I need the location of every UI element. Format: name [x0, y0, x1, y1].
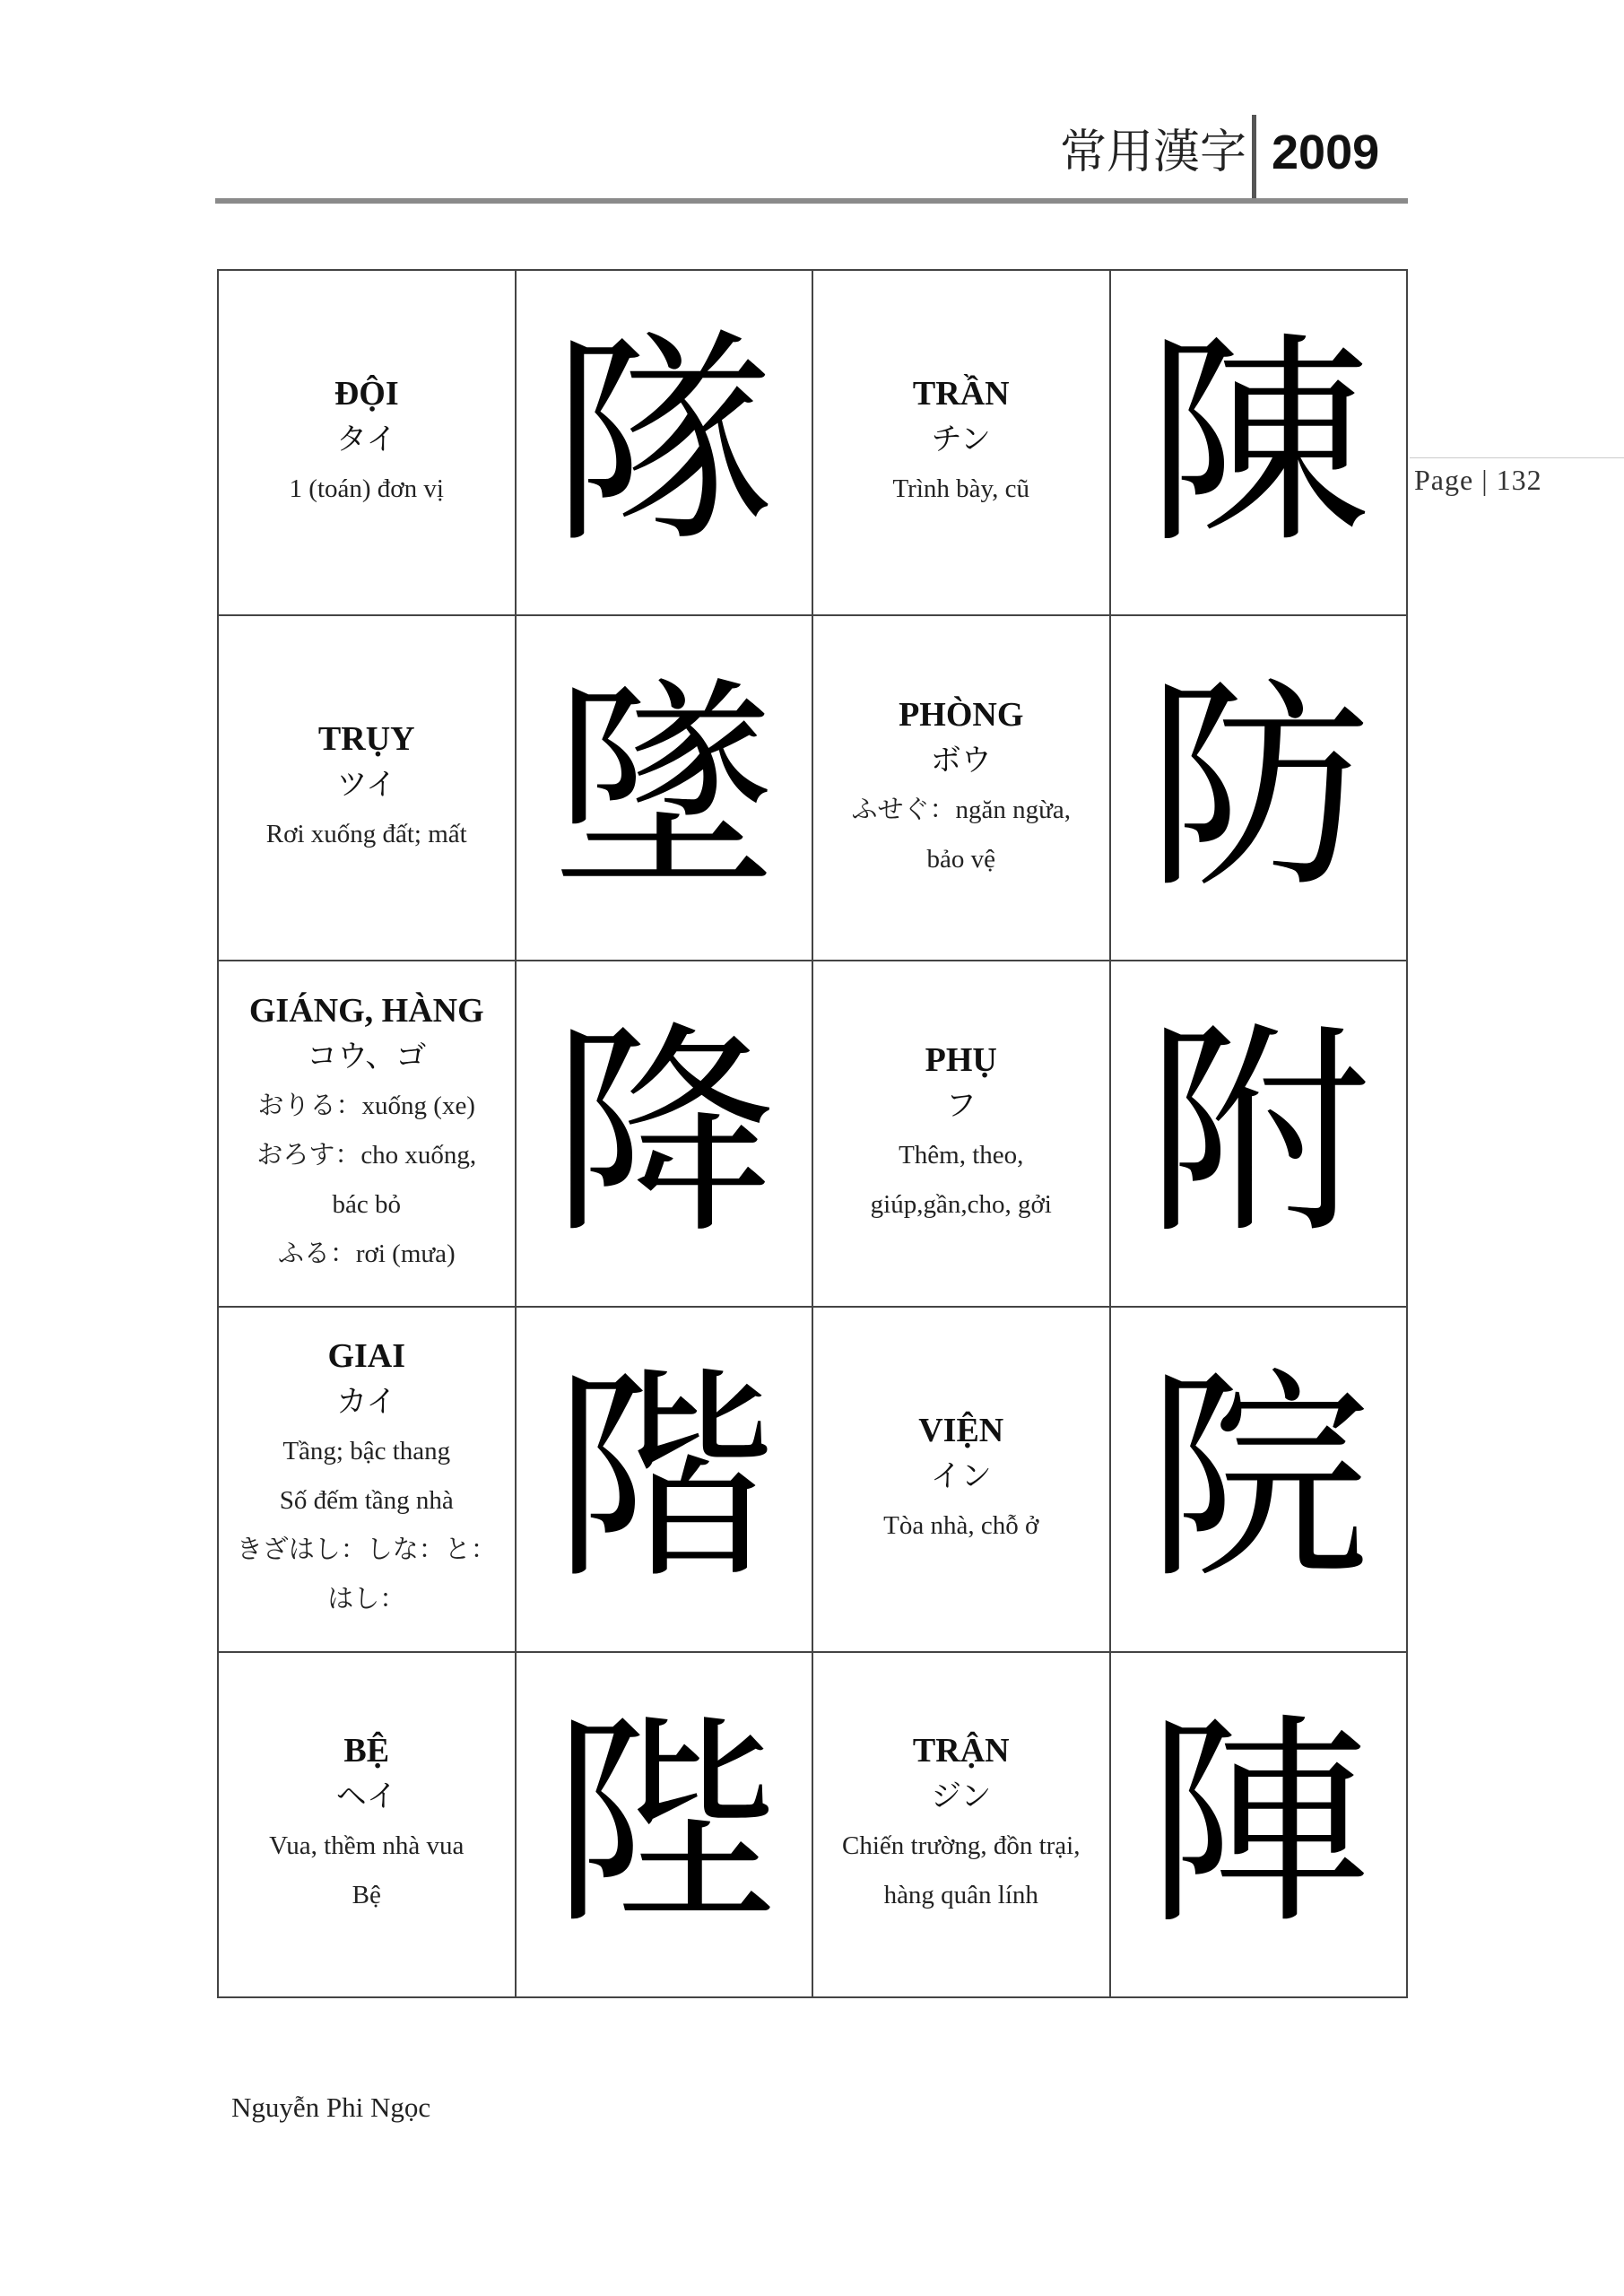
entry-kanji-character: 隊 [551, 311, 777, 573]
entry-reading: GIAI [327, 1337, 406, 1376]
entry-meanings [826, 1822, 1096, 1920]
entry-kanji-character: 防 [1146, 657, 1371, 918]
entry-meanings [867, 1501, 1055, 1551]
entry-kana: ヘイ [335, 1779, 397, 1815]
entry-kanji-cell [517, 1308, 814, 1653]
entry-info-cell [813, 1308, 1111, 1653]
entry-reading: PHỤ [925, 1040, 997, 1079]
entry-kanji-cell [1111, 1653, 1409, 1998]
entry-kana: カイ [336, 1384, 397, 1421]
entry-meaning-line: おろす：cho xuống, [256, 1140, 477, 1170]
entry-kanji-cell [517, 271, 814, 616]
entry-meaning-line: Vua, thềm nhà vua [269, 1831, 465, 1861]
entry-kanji-cell [1111, 961, 1409, 1307]
entry-kanji-character: 階 [551, 1348, 777, 1610]
entry-kana: コウ、ゴ [307, 1038, 427, 1074]
entry-meaning-line: bác bỏ [332, 1189, 401, 1219]
entry-meanings [250, 810, 483, 859]
entry-kana: フ [945, 1087, 977, 1124]
entry-info-cell [813, 961, 1111, 1307]
entry-info-cell [219, 616, 517, 961]
entry-info-cell [813, 271, 1111, 616]
entry-meaning-line: ふせぐ：ngăn ngừa, [851, 795, 1071, 824]
entry-reading: ĐỘI [334, 375, 399, 413]
entry-reading: PHÒNG [899, 695, 1024, 734]
page-number-rule [1410, 457, 1624, 458]
entry-meanings [274, 465, 460, 514]
entry-meaning-line: Số đếm tầng nhà [279, 1486, 454, 1516]
entry-kanji-cell [517, 961, 814, 1307]
entry-kanji-cell [517, 1653, 814, 1998]
entry-meaning-line: Rơi xuống đất; mất [265, 820, 467, 849]
entry-kanji-character: 陳 [1146, 311, 1371, 573]
entry-meaning-line: Tòa nhà, chỗ ở [883, 1510, 1039, 1540]
entry-kanji-character: 陣 [1146, 1693, 1371, 1955]
entry-meaning-line: Trình bày, cũ [892, 474, 1030, 504]
entry-meanings [855, 1131, 1068, 1230]
entry-kanji-character: 降 [551, 1002, 777, 1264]
entry-kana: ボウ [930, 742, 992, 778]
header-title: 常用漢字 [1059, 126, 1246, 179]
footer-author: Nguyễn Phi Ngọc [231, 2092, 431, 2123]
entry-kanji-character: 院 [1146, 1348, 1371, 1610]
entry-reading: VIỆN [918, 1411, 1004, 1449]
header-divider [1252, 115, 1256, 201]
entry-meaning-line: Tầng; bậc thang [282, 1437, 451, 1466]
entry-kana: タイ [336, 422, 397, 458]
entry-meanings [240, 1082, 492, 1279]
entry-kanji-cell [517, 616, 814, 961]
entry-reading: TRẦN [912, 375, 1010, 413]
entry-info-cell [813, 616, 1111, 961]
header-year: 2009 [1272, 126, 1380, 179]
header-rule [215, 198, 1408, 204]
entry-kana: ジン [931, 1779, 992, 1815]
entry-kana: ツイ [336, 767, 396, 804]
entry-kana: チン [931, 422, 991, 458]
entry-kanji-character: 陛 [551, 1693, 777, 1955]
entry-info-cell [219, 271, 517, 616]
entry-meanings [836, 786, 1087, 884]
entry-kana: イン [930, 1457, 992, 1494]
entry-meaning-line: 1 (toán) đơn vị [289, 474, 444, 504]
entry-info-cell [219, 961, 517, 1307]
entry-reading: TRỤY [317, 720, 415, 759]
entry-info-cell [219, 1308, 517, 1653]
kanji-table [217, 269, 1408, 1998]
page-number: Page | 132 [1414, 464, 1542, 496]
entry-meaning-line: Bệ [352, 1881, 381, 1910]
entry-kanji-cell [1111, 616, 1409, 961]
entry-meaning-line: hàng quân lính [883, 1881, 1038, 1910]
entry-reading: BỆ [343, 1732, 390, 1770]
entry-kanji-cell [1111, 1308, 1409, 1653]
entry-meanings [221, 1427, 513, 1624]
entry-reading: GIÁNG, HÀNG [248, 991, 484, 1030]
entry-reading: TRẬN [912, 1732, 1010, 1770]
entry-kanji-character: 附 [1146, 1002, 1371, 1264]
entry-meaning-line: きざはし：しな：と： [236, 1535, 497, 1565]
entry-meaning-line: giúp,gần,cho, gởi [870, 1189, 1052, 1219]
entry-meanings [253, 1822, 480, 1920]
entry-meanings [876, 465, 1046, 514]
entry-meaning-line: Chiến trường, đồn trại, [842, 1831, 1081, 1861]
entry-kanji-cell [1111, 271, 1409, 616]
entry-meaning-line: はし： [327, 1585, 406, 1614]
entry-meaning-line: bảo vệ [926, 844, 995, 874]
entry-info-cell [219, 1653, 517, 1998]
entry-meaning-line: ふる：rơi (mưa) [277, 1239, 456, 1268]
entry-info-cell [813, 1653, 1111, 1998]
entry-kanji-character: 墜 [551, 657, 777, 918]
entry-meaning-line: おりる：xuống (xe) [257, 1091, 475, 1120]
entry-meaning-line: Thêm, theo, [899, 1140, 1024, 1170]
